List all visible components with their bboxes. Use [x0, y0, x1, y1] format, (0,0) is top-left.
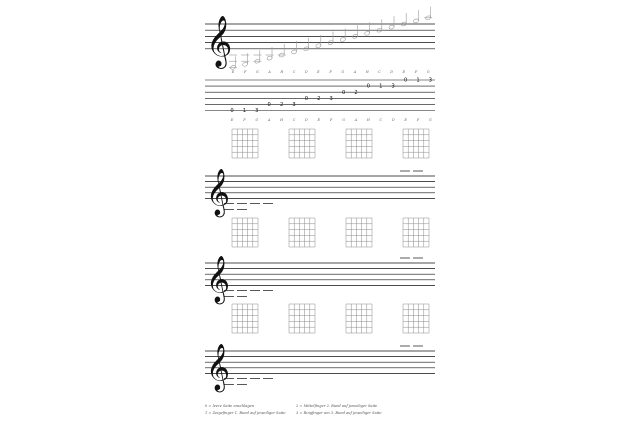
tab-note-name: F: [330, 118, 333, 122]
chord-grid: [403, 218, 429, 247]
tab-fret-number: 0: [341, 89, 346, 96]
note-name-label: A: [268, 70, 271, 74]
chord-grid: [232, 304, 258, 333]
tab-fret-number: 3: [255, 108, 259, 115]
tab-note-name: H: [280, 118, 284, 122]
note-name-label: G: [341, 70, 345, 74]
staff-1: [205, 7, 435, 74]
tab-fret-number: 3: [329, 95, 333, 102]
scale-note-8: [328, 32, 334, 74]
tablature-staff: [205, 78, 435, 122]
tab-fret-number: 1: [416, 77, 420, 84]
note-name-label: E: [402, 70, 406, 74]
scale-note-9: [340, 29, 346, 75]
chord-grid: [289, 129, 315, 158]
scale-note-3: [266, 47, 274, 74]
tab-fret-number: 3: [292, 102, 296, 108]
chord-grid: [346, 218, 372, 247]
scale-note-14: [401, 13, 407, 74]
scale-note-16: [424, 7, 432, 74]
legend-middle-finger: 2 = Mittelfinger 2. Bund auf jeweiliger Saite: [296, 404, 378, 408]
tab-note-name: D: [391, 118, 395, 122]
scale-note-10: [352, 25, 358, 74]
tab-fret-number: 0: [304, 95, 309, 102]
tab-fret-number: 3: [391, 83, 395, 90]
tab-note-name: F: [243, 118, 246, 122]
treble-clef-icon: 𝄞: [206, 343, 230, 391]
chord-grid: [403, 304, 429, 333]
tab-fret-number: 0: [366, 83, 371, 90]
tab-fret-number: 1: [242, 108, 247, 115]
chord-grid: [232, 218, 258, 247]
scale-note-1: [241, 53, 249, 74]
tab-note-name: A: [267, 118, 271, 122]
note-name-label: F: [244, 70, 247, 74]
tab-note-name: H: [366, 118, 370, 122]
tab-fret-number: 3: [428, 77, 433, 84]
chord-diagram-grids: [232, 129, 429, 333]
tab-note-name: G: [255, 118, 259, 122]
note-name-label: F: [414, 70, 418, 74]
tab-fret-number: 2: [354, 89, 358, 96]
legend-open-string: 0 = leere Saite anschlagen: [205, 404, 255, 408]
tab-fret-number: 2: [279, 102, 284, 108]
note-name-label: H: [365, 70, 369, 74]
chord-grid: [346, 304, 372, 333]
note-name-label: E: [231, 70, 235, 74]
chord-grid: [346, 129, 372, 158]
note-name-label: H: [280, 70, 284, 74]
scale-note-12: [376, 19, 382, 74]
tab-note-name: E: [317, 118, 321, 122]
chord-grid: [403, 129, 429, 158]
tab-note-name: G: [429, 118, 432, 122]
tab-fret-number: 0: [403, 77, 408, 84]
tab-note-name: G: [342, 118, 345, 122]
note-name-label: D: [304, 70, 308, 74]
staff-3: [205, 255, 435, 304]
tab-note-name: C: [379, 118, 383, 122]
note-name-label: A: [353, 70, 357, 74]
note-name-label: F: [329, 70, 332, 74]
note-name-label: C: [292, 70, 296, 74]
tab-note-name: E: [230, 118, 234, 122]
scale-note-5: [291, 41, 297, 74]
treble-clef-icon: 𝄞: [206, 255, 230, 303]
tab-note-name: E: [404, 118, 407, 122]
note-name-label: D: [390, 70, 393, 74]
treble-clef-icon: 𝄞: [206, 168, 230, 216]
staff-4: [205, 343, 435, 392]
tab-note-name: F: [416, 118, 420, 122]
scale-note-6: [303, 38, 309, 74]
chord-grid: [289, 218, 315, 247]
tab-fret-number: 0: [230, 108, 234, 115]
note-name-label: E: [317, 70, 320, 74]
chord-grid: [289, 304, 315, 333]
legend-index-finger: 1 = Zeigefinger 1. Bund auf jeweiliger Saite: [205, 411, 286, 415]
legend-ring-finger: 3 = Ringfinger am 3. Bund auf jeweiliger Saite: [296, 411, 382, 415]
scale-note-2: [253, 50, 261, 74]
notation-staves: [205, 7, 435, 393]
tab-note-name: D: [305, 118, 308, 122]
tab-note-name: A: [354, 118, 358, 122]
scale-note-7: [315, 35, 321, 74]
tab-fret-number: 1: [379, 83, 383, 90]
staff-2: [205, 168, 435, 217]
chord-grid: [232, 129, 258, 158]
tab-fret-number: 0: [267, 102, 271, 108]
tab-note-name: C: [292, 118, 296, 122]
note-name-label: G: [426, 70, 430, 74]
note-name-label: G: [256, 70, 259, 74]
scale-note-13: [389, 16, 395, 74]
treble-clef-icon: 𝄞: [206, 14, 233, 67]
note-name-label: C: [378, 70, 381, 74]
tab-fret-number: 2: [317, 95, 321, 102]
scale-note-15: [413, 10, 419, 74]
